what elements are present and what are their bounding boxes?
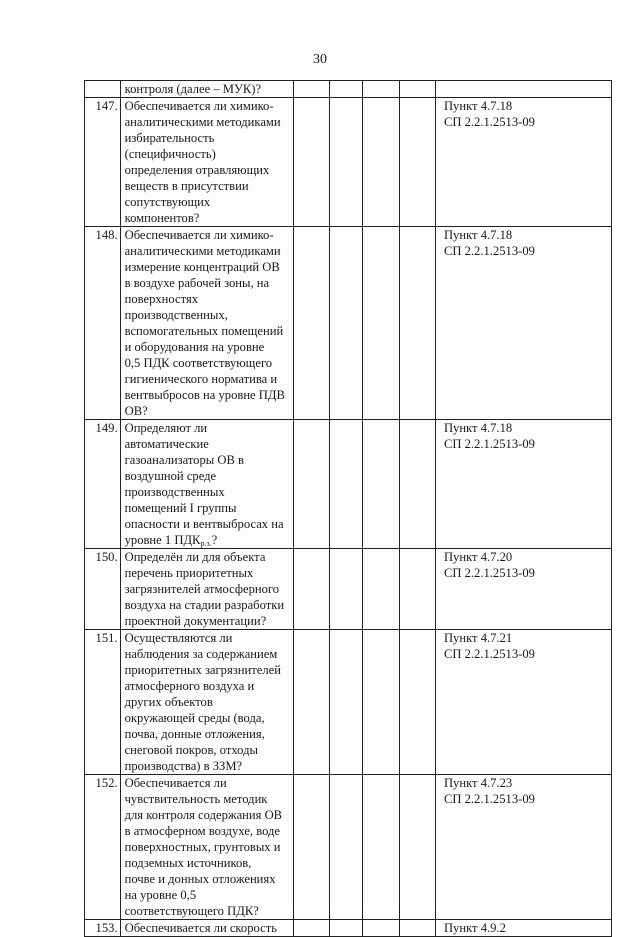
reference-cell <box>435 227 611 420</box>
reference-cell <box>435 549 611 630</box>
question-text-main: Определяют ли автоматические газоанализаторы ОВ в воздушной среде производственных помещений I группы опасности и вентвыбросах на уровне 1 ПДК <box>124 421 284 547</box>
row-number: 152. <box>85 775 121 920</box>
question-cell <box>120 420 293 549</box>
reference-text: Пункт 4.7.18 СП 2.2.1.2513-09 <box>443 228 535 258</box>
table-row <box>85 920 612 937</box>
question-text: контроля (далее – МУК)? <box>124 82 262 96</box>
answer-cell-yes <box>293 775 330 920</box>
answer-cell-yes <box>293 920 330 937</box>
row-number: 149. <box>85 420 121 549</box>
question-text <box>125 420 291 548</box>
question-text: Обеспечивается ли скорость <box>124 921 277 935</box>
row-number: 148. <box>85 227 121 420</box>
answer-cell-na <box>362 420 400 549</box>
row-number <box>85 81 121 98</box>
answer-cell-na <box>362 98 400 227</box>
question-cell <box>120 81 293 98</box>
answer-cell-no <box>330 98 363 227</box>
answer-cell-na <box>362 81 400 98</box>
answer-cell-note <box>400 630 436 775</box>
table-row <box>85 630 612 775</box>
reference-text: Пункт 4.7.18 СП 2.2.1.2513-09 <box>443 421 535 451</box>
question-text: Обеспечивается ли химико- аналитическими методиками избирательность (специфичность) определения отравляющих веществ в присутствии сопутствующих компонентов? <box>124 99 281 225</box>
answer-cell-no <box>330 549 363 630</box>
answer-cell-no <box>330 227 363 420</box>
question-text: Обеспечивается ли чувствительность методик для контроля содержания ОВ в атмосферном воздухе, воде поверхностных, грунтовых и подземных источников, почве и донных отложениях на уровне 0,5 соответствующего ПДК? <box>124 776 283 918</box>
answer-cell-no <box>330 630 363 775</box>
reference-text: Пункт 4.7.21 СП 2.2.1.2513-09 <box>443 631 535 661</box>
question-subscript: р.з. <box>200 539 212 548</box>
table-row <box>85 775 612 920</box>
answer-cell-note <box>400 98 436 227</box>
question-cell <box>120 775 293 920</box>
answer-cell-yes <box>293 81 330 98</box>
answer-cell-yes <box>293 549 330 630</box>
answer-cell-yes <box>293 420 330 549</box>
answer-cell-note <box>400 420 436 549</box>
question-text-end: ? <box>211 533 218 547</box>
answer-cell-no <box>330 920 363 937</box>
table-row <box>85 81 612 98</box>
answer-cell-na <box>362 775 400 920</box>
reference-text: Пункт 4.7.23 СП 2.2.1.2513-09 <box>443 776 535 806</box>
answer-cell-note <box>400 920 436 937</box>
row-number: 153. <box>85 920 121 937</box>
table-row <box>85 549 612 630</box>
table-row <box>85 227 612 420</box>
question-cell <box>120 98 293 227</box>
question-cell <box>120 920 293 937</box>
answer-cell-no <box>330 420 363 549</box>
checklist-table <box>84 80 612 937</box>
question-cell <box>120 227 293 420</box>
answer-cell-na <box>362 630 400 775</box>
reference-cell <box>435 920 611 937</box>
table-row <box>85 98 612 227</box>
answer-cell-note <box>400 549 436 630</box>
reference-cell <box>435 81 611 98</box>
row-number: 151. <box>85 630 121 775</box>
answer-cell-na <box>362 227 400 420</box>
reference-cell <box>435 775 611 920</box>
reference-cell <box>435 630 611 775</box>
answer-cell-na <box>362 549 400 630</box>
row-number: 147. <box>85 98 121 227</box>
reference-text: Пункт 4.7.20 СП 2.2.1.2513-09 <box>443 550 535 580</box>
answer-cell-na <box>362 920 400 937</box>
answer-cell-note <box>400 227 436 420</box>
answer-cell-note <box>400 81 436 98</box>
table-row <box>85 420 612 549</box>
question-text: Обеспечивается ли химико- аналитическими методиками измерение концентраций ОВ в воздухе рабочей зоны, на поверхностях производственных, вспомогательных помещений и оборудования на уровне 0,5 ПДК соответствующего гигиенического норматива и вентвыбросов на уровне ПДВ ОВ? <box>124 228 285 418</box>
answer-cell-yes <box>293 630 330 775</box>
answer-cell-no <box>330 775 363 920</box>
answer-cell-yes <box>293 227 330 420</box>
answer-cell-no <box>330 81 363 98</box>
reference-cell <box>435 98 611 227</box>
question-cell <box>120 549 293 630</box>
reference-cell <box>435 420 611 549</box>
question-cell <box>120 630 293 775</box>
answer-cell-yes <box>293 98 330 227</box>
question-text: Определён ли для объекта перечень приоритетных загрязнителей атмосферного воздуха на стадии разработки проектной документации? <box>124 550 285 628</box>
page-number: 30 <box>313 52 327 67</box>
reference-text: Пункт 4.9.2 <box>443 921 506 935</box>
reference-text: Пункт 4.7.18 СП 2.2.1.2513-09 <box>443 99 535 129</box>
question-text: Осуществляются ли наблюдения за содержанием приоритетных загрязнителей атмосферного воздуха и других объектов окружающей среды (вода, почва, донные отложения, снеговой покров, отходы производства) в ЗЗМ? <box>124 631 281 773</box>
answer-cell-note <box>400 775 436 920</box>
row-number: 150. <box>85 549 121 630</box>
